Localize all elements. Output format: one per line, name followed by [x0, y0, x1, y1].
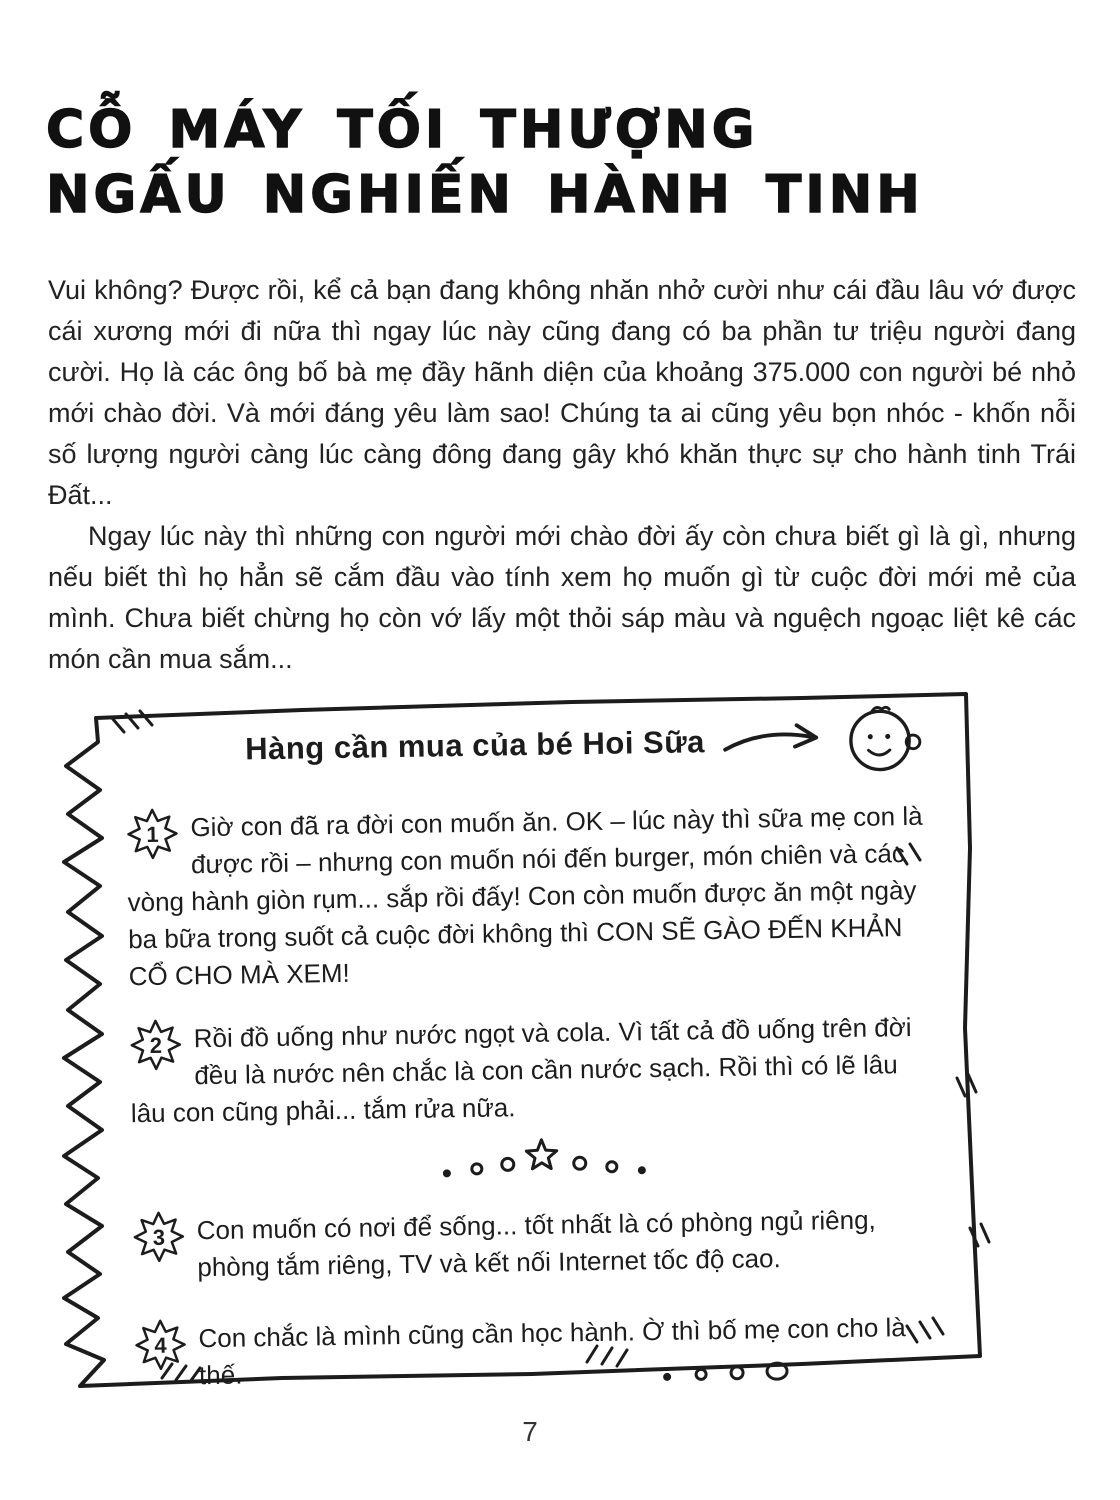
item-number: 4 — [154, 1332, 167, 1358]
page-number: 7 — [522, 1416, 538, 1447]
star-doodle — [526, 1140, 557, 1169]
item-text: Con muốn có nơi để sống... tốt nhất là có phòng ngủ riêng, phòng tắm riêng, TV và kết nối Internet tốc độ cao. — [196, 1204, 876, 1283]
list-content — [125, 702, 936, 1402]
item-number: 2 — [149, 1032, 163, 1058]
dots-doodle — [431, 1126, 932, 1191]
arrow-icon — [721, 722, 828, 760]
item-text: Rồi đồ uống như nước ngọt và cola. Vì tất cả đồ uống trên đời đều là nước nên chắc là con cần nước sạch. Rồi thì có lẽ lâu lâu con cũng phải... tắm rửa nữa. — [130, 1012, 912, 1129]
list-title-row — [245, 702, 926, 787]
dots-doodle — [655, 1353, 936, 1394]
starburst-badge — [129, 1018, 182, 1071]
body-text — [48, 270, 1076, 680]
list-item — [132, 1201, 933, 1288]
page-title-line1: CỖ MÁY TỐI THƯỢNG — [46, 100, 759, 160]
list-title: Hàng cần mua của bé Hoi Sữa — [244, 724, 706, 767]
item-number: 1 — [146, 821, 159, 847]
starburst-badge — [126, 807, 179, 860]
page-title-line2: NGẤU NGHIẾN HÀNH TINH — [46, 165, 924, 225]
starburst-badge — [134, 1318, 187, 1371]
baby-face-icon — [843, 702, 926, 777]
item-text: Giờ con đã ra đời con muốn ăn. OK – lúc này thì sữa mẹ con là được rồi – nhưng con muốn nói đến burger, món chiên và các vòng hành giòn rụm... sắp rồi đấy! Con còn muốn được ăn một ngày ba bữa trong suốt cả cuộc đời không thì CON SẼ GÀO ĐẾN KHẢN CỔ CHO MÀ XEM! — [127, 800, 923, 992]
list-item — [129, 1009, 931, 1133]
shopping-list-box — [52, 688, 1017, 1400]
item-number: 3 — [152, 1224, 166, 1250]
item-text: Con chắc là mình cũng cần học hành. Ờ thì bố mẹ con cho là thế. — [198, 1312, 906, 1391]
starburst-badge — [132, 1210, 185, 1263]
list-item — [126, 798, 929, 996]
paragraph-1: Vui không? Được rồi, kể cả bạn đang không nhăn nhở cười như cái đầu lâu vớ được cái xương mới đi nữa thì ngay lúc này cũng đang có ba phần tư triệu người đang cười. Họ là các ông bố bà mẹ đầy hãnh diện của khoảng 375.000 con người bé nhỏ mới chào đời. Và mới đáng yêu làm sao! Chúng ta ai cũng yêu bọn nhóc - khốn nỗi số lượng người càng lúc càng đông đang gây khó khăn thực sự cho hành tinh Trái Đất... — [48, 275, 1076, 510]
page-title — [46, 98, 924, 228]
paragraph-2: Ngay lúc này thì những con người mới chào đời ấy còn chưa biết gì là gì, nhưng nếu biết thì họ hẳn sẽ cắm đầu vào tính xem họ muốn gì từ cuộc đời mới mẻ của mình. Chưa biết chừng họ còn vớ lấy một thỏi sáp màu và nguệch ngoạc liệt kê các món cần mua sắm... — [48, 521, 1076, 674]
